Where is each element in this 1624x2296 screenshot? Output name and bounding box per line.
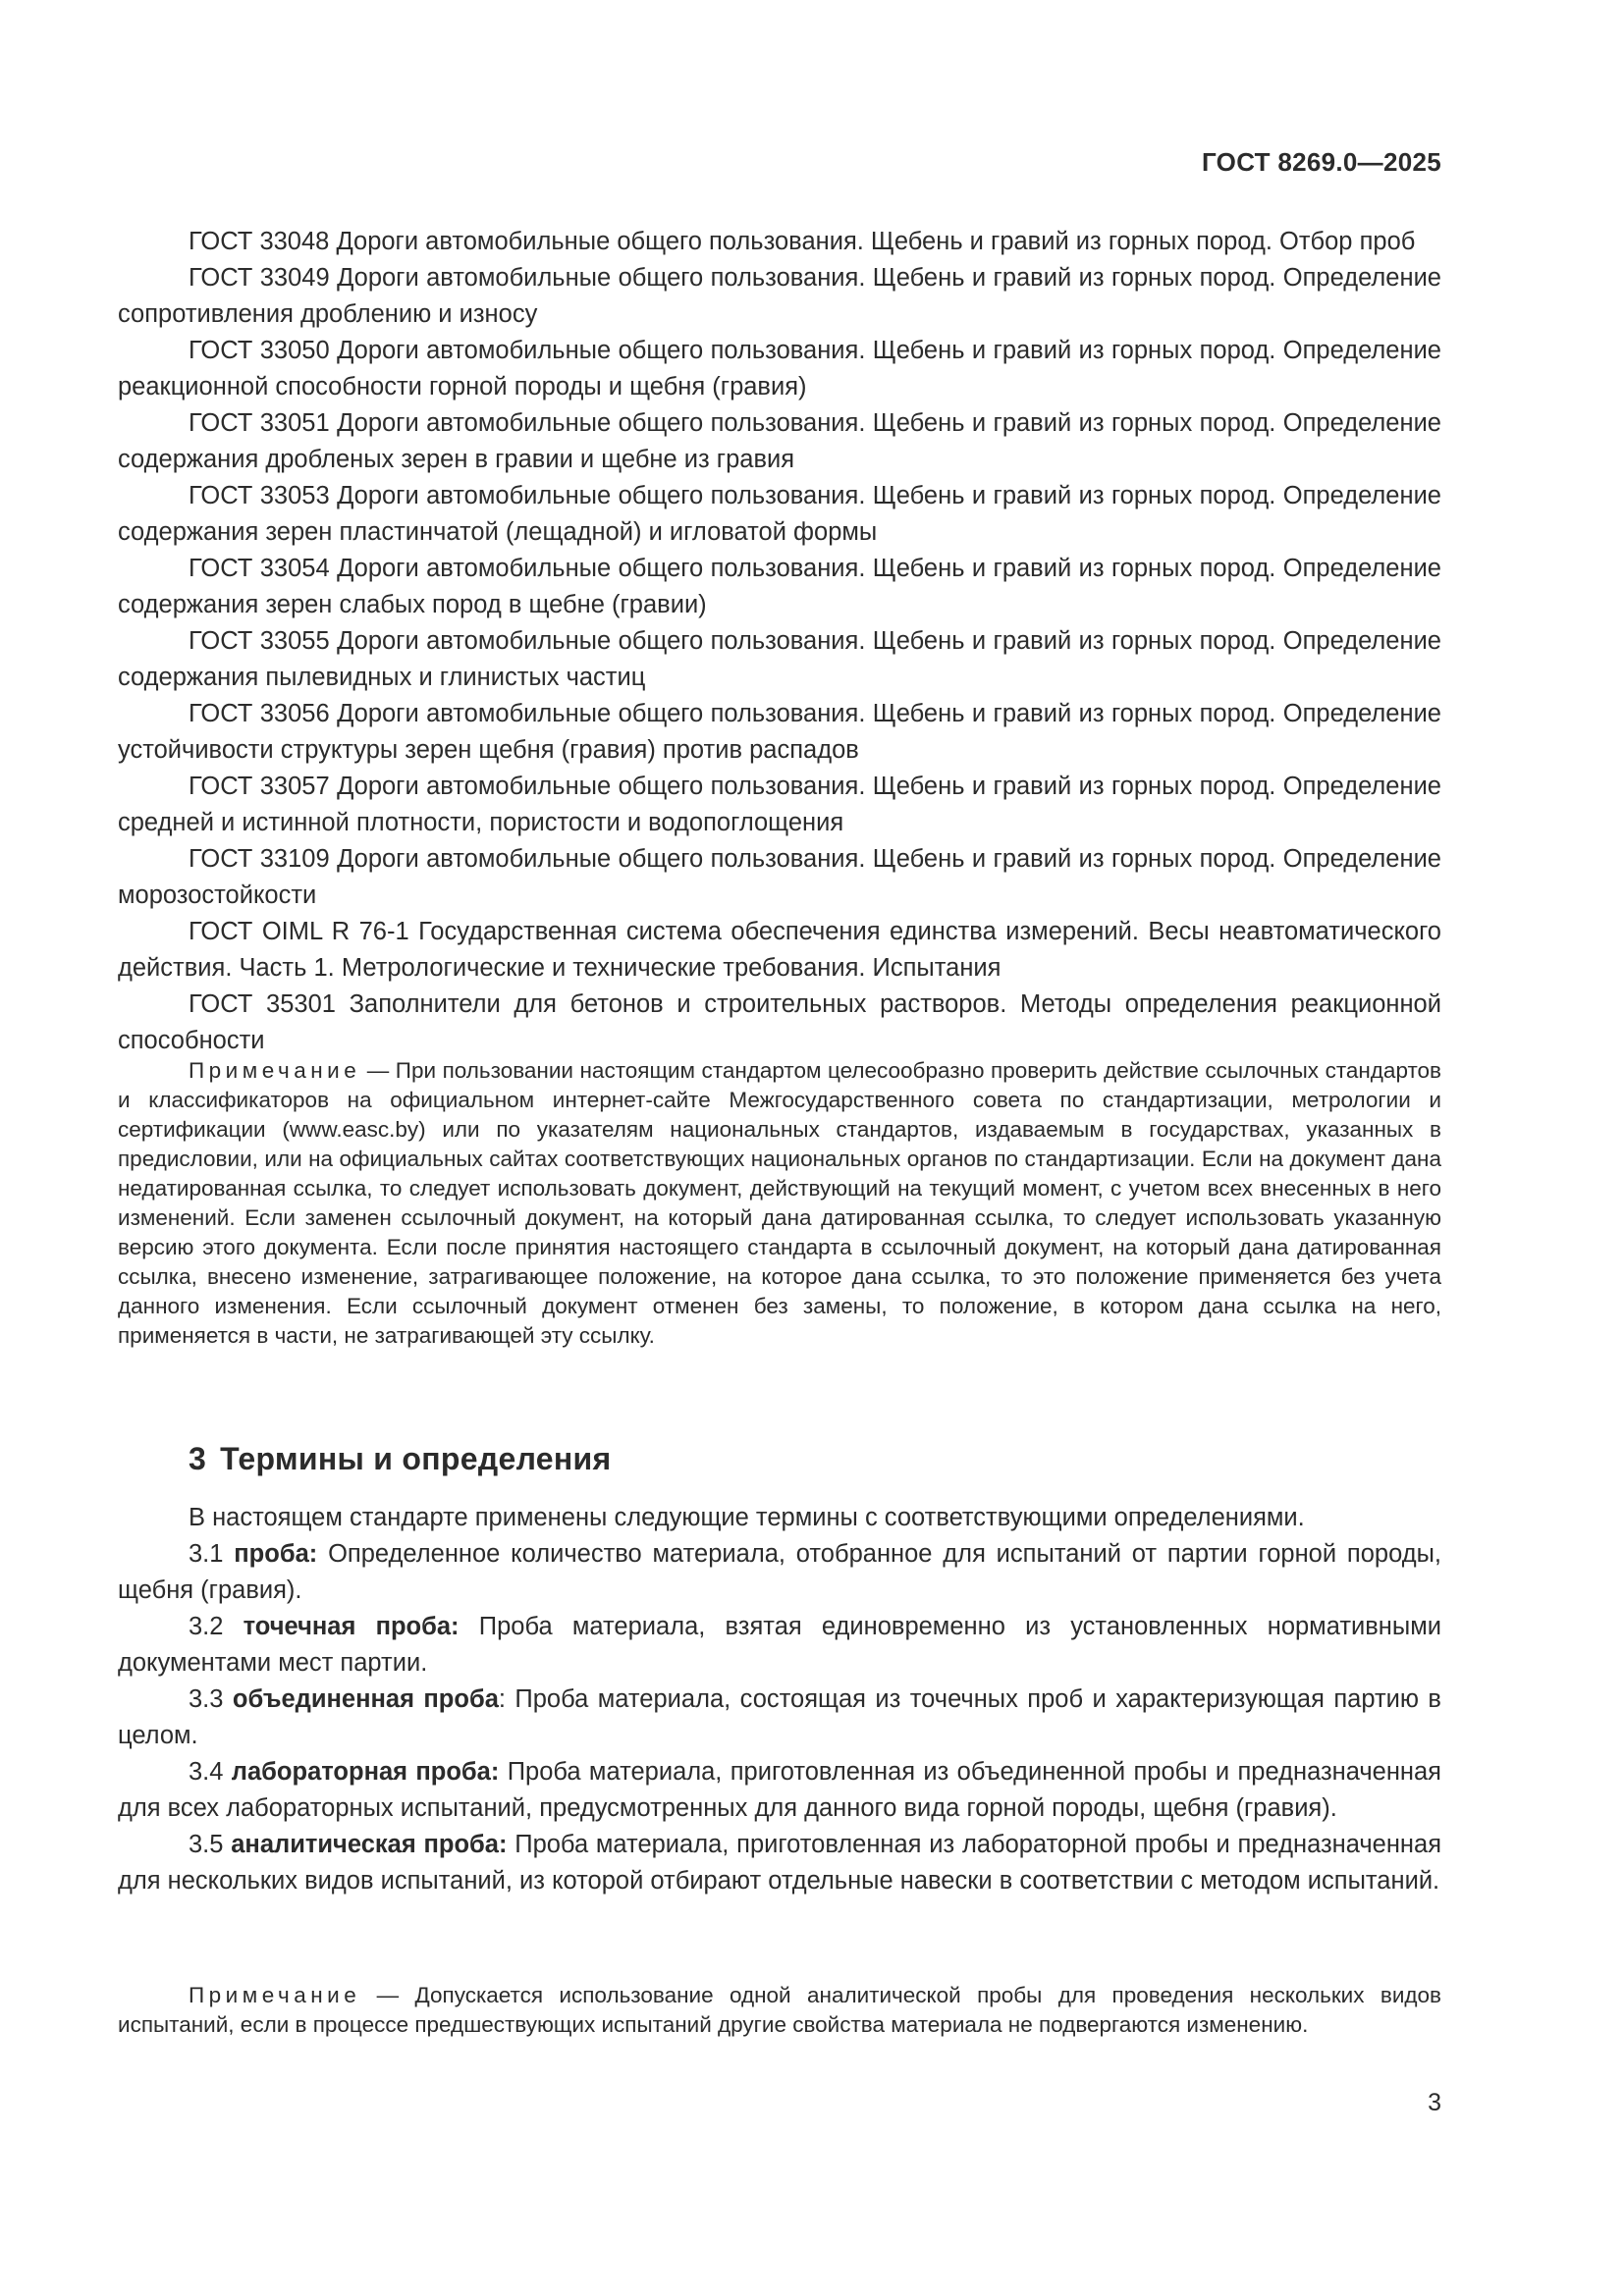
reference-code: ГОСТ 33053 (189, 482, 330, 509)
term-definition: : Проба материала, состоящая из точечных проб и характеризующая партию в целом. (118, 1685, 1441, 1749)
reference-item (118, 405, 1441, 478)
note-text: — Допускается использование одной аналитической пробы для проведения нескольких видов испытаний, если в процессе предшествующих испытаний другие свойства материала не подвергаются изменению. (118, 1983, 1441, 2037)
reference-item (118, 224, 1441, 260)
reference-item (118, 260, 1441, 333)
page-number: 3 (1428, 2089, 1441, 2116)
section-intro: В настоящем стандарте применены следующие термины с соответствующими определениями. (189, 1504, 1305, 1531)
reference-item (118, 987, 1441, 1059)
reference-title: Дороги автомобильные общего пользования. Щебень и гравий из горных пород. Определение сопротивления дроблению и износу (118, 264, 1441, 328)
term-item (118, 1609, 1441, 1682)
reference-title: Дороги автомобильные общего пользования. Щебень и гравий из горных пород. Определение содержания пылевидных и глинистых частиц (118, 627, 1441, 691)
terms-note (118, 1981, 1441, 2040)
term-definition: Проба материала, взятая единовременно из установленных нормативными документами мест партии. (118, 1613, 1441, 1677)
reference-code: ГОСТ 33049 (189, 264, 330, 292)
reference-item (118, 551, 1441, 623)
reference-code: ГОСТ 33109 (189, 845, 330, 873)
reference-code: ГОСТ 33048 (189, 228, 330, 255)
reference-title: Дороги автомобильные общего пользования. Щебень и гравий из горных пород. Определение содержания зерен слабых пород в щебне (гравии) (118, 555, 1441, 618)
term-item (118, 1682, 1441, 1754)
reference-item (118, 478, 1441, 551)
reference-item (118, 769, 1441, 841)
term-number: 3.3 (189, 1685, 224, 1713)
term-name: аналитическая проба: (231, 1831, 508, 1858)
reference-code: ГОСТ OIML R 76-1 (189, 918, 409, 945)
reference-title: Дороги автомобильные общего пользования. Щебень и гравий из горных пород. Определение устойчивости структуры зерен щебня (гравия) против распадов (118, 700, 1441, 764)
term-number: 3.4 (189, 1758, 224, 1786)
term-definition: Определенное количество материала, отобранное для испытаний от партии горной породы, щебня (гравия). (118, 1540, 1441, 1604)
term-definition: Проба материала, приготовленная из лабораторной пробы и предназначенная для нескольких видов испытаний, из которой отбирают отдельные навески в соответствии с методом испытаний. (118, 1831, 1442, 1895)
section-title: Термины и определения (220, 1441, 612, 1476)
normative-references-list (118, 224, 1441, 1059)
reference-code: ГОСТ 35301 (189, 990, 336, 1018)
term-name: точечная проба: (243, 1613, 460, 1640)
term-name: лабораторная проба: (231, 1758, 500, 1786)
term-name: объединенная проба (232, 1685, 499, 1713)
term-number: 3.1 (189, 1540, 224, 1568)
reference-item (118, 333, 1441, 405)
reference-code: ГОСТ 33055 (189, 627, 330, 655)
section-heading (189, 1441, 611, 1477)
term-definition: Проба материала, приготовленная из объединенной пробы и предназначенная для всех лабораторных испытаний, предусмотренных для данного вида горной породы, щебня (гравия). (118, 1758, 1441, 1822)
terms-list (118, 1500, 1441, 1899)
reference-code: ГОСТ 33054 (189, 555, 330, 582)
note-label: Примечание (189, 1983, 361, 2007)
reference-title: Дороги автомобильные общего пользования. Щебень и гравий из горных пород. Определение морозостойкости (118, 845, 1441, 909)
term-number: 3.2 (189, 1613, 224, 1640)
reference-item (118, 914, 1441, 987)
reference-title: Дороги автомобильные общего пользования. Щебень и гравий из горных пород. Определение реакционной способности горной породы и щебня (гравия) (118, 337, 1441, 400)
references-note (118, 1056, 1441, 1351)
reference-code: ГОСТ 33050 (189, 337, 330, 364)
note-label: Примечание (189, 1058, 361, 1083)
term-number: 3.5 (189, 1831, 224, 1858)
reference-title: Дороги автомобильные общего пользования. Щебень и гравий из горных пород. Определение содержания дробленых зерен в гравии и щебне из гравия (118, 409, 1441, 473)
reference-code: ГОСТ 33051 (189, 409, 330, 437)
reference-code: ГОСТ 33057 (189, 773, 330, 800)
term-item (118, 1536, 1441, 1609)
reference-title: Дороги автомобильные общего пользования. Щебень и гравий из горных пород. Определение средней и истинной плотности, пористости и водопоглощения (118, 773, 1441, 836)
reference-item (118, 841, 1441, 914)
reference-title: Государственная система обеспечения единства измерений. Весы неавтоматического действия. Часть 1. Метрологические и технические требования. Испытания (118, 918, 1441, 982)
section-number: 3 (189, 1441, 207, 1476)
term-name: проба: (234, 1540, 318, 1568)
note-text: — При пользовании настоящим стандартом целесообразно проверить действие ссылочных стандартов и классификаторов на официальном интернет-сайте Межгосударственного совета по стандартизации, метрологии и сертификации (www.easc.by) или по указателям национальных стандартов, издаваемым в государствах, указанных в предисловии, или на официальных сайтах соответствующих национальных органов по стандартизации. Если на документ дана недатированная ссылка, то следует использовать документ, действующий на текущий момент, с учетом всех внесенных в него изменений. Если заменен ссылочный документ, на который дана датированная ссылка, то следует использовать указанную версию этого документа. Если после принятия настоящего стандарта в ссылочный документ, на который дана датированная ссылка, внесено изменение, затрагивающее положение, на которое дана ссылка, то это положение применяется без учета данного изменения. Если ссылочный документ отменен без замены, то положение, в котором дана ссылка на него, применяется в части, не затрагивающей эту ссылку. (118, 1058, 1441, 1348)
reference-item (118, 696, 1441, 769)
reference-title: Заполнители для бетонов и строительных растворов. Методы определения реакционной способности (118, 990, 1441, 1054)
term-item (118, 1827, 1441, 1899)
reference-title: Дороги автомобильные общего пользования. Щебень и гравий из горных пород. Определение содержания зерен пластинчатой (лещадной) и игловатой формы (118, 482, 1441, 546)
term-item (118, 1754, 1441, 1827)
reference-item (118, 623, 1441, 696)
reference-code: ГОСТ 33056 (189, 700, 330, 727)
reference-title: Дороги автомобильные общего пользования. Щебень и гравий из горных пород. Отбор проб (336, 228, 1416, 255)
document-code-header: ГОСТ 8269.0—2025 (1201, 147, 1441, 177)
